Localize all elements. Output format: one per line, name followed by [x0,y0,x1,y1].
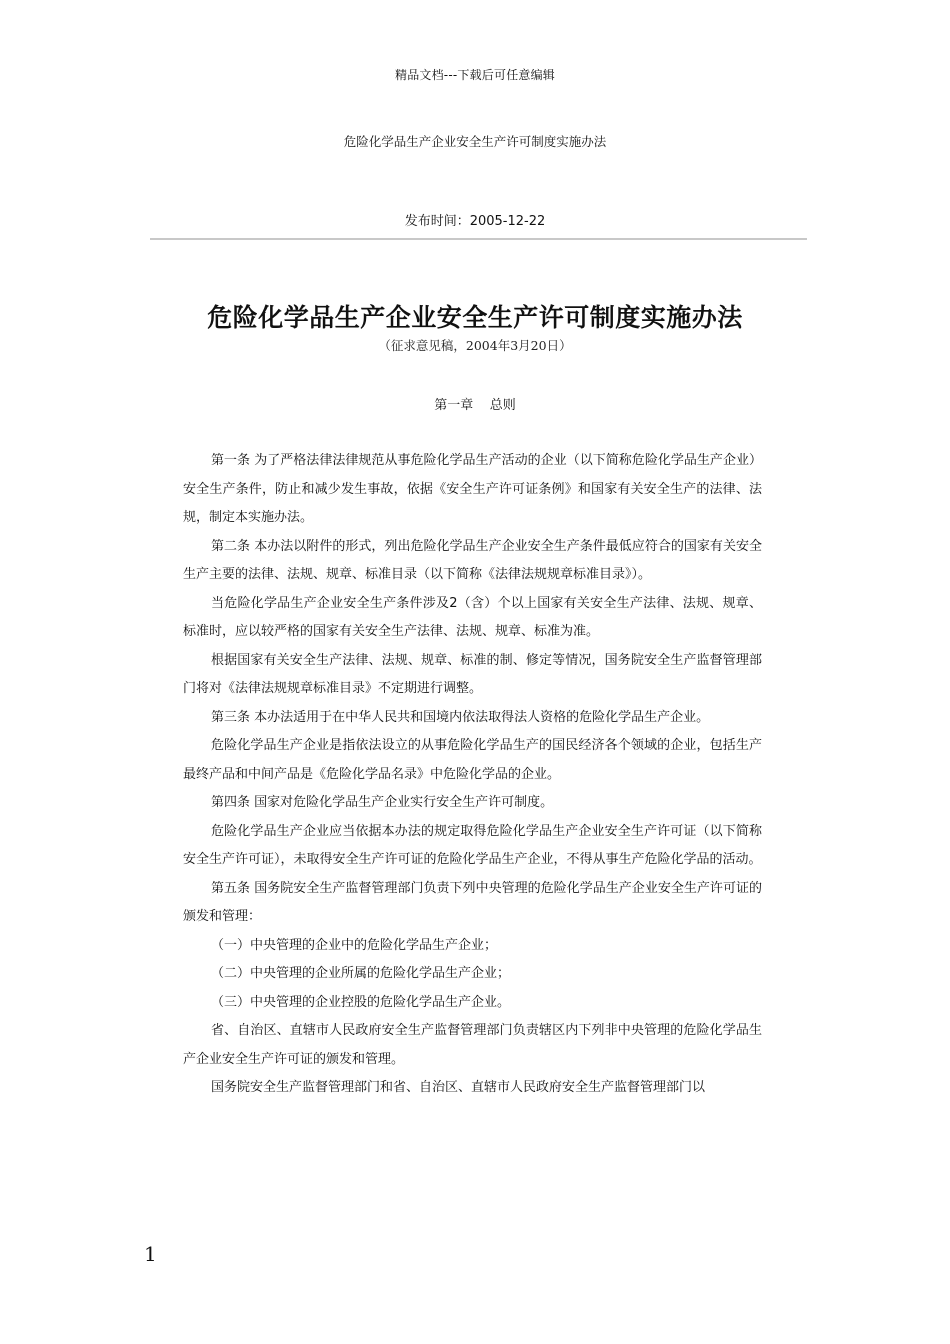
paragraph: 第五条 国务院安全生产监督管理部门负责下列中央管理的危险化学品生产企业安全生产许可证的颁发和管理： [183,880,762,924]
paragraph: 危险化学品生产企业是指依法设立的从事危险化学品生产的国民经济各个领域的企业，包括生产最终产品和中间产品是《危险化学品名录》中危险化学品的企业。 [183,738,762,782]
paragraph: 危险化学品生产企业应当依据本办法的规定取得危险化学品生产企业安全生产许可证（以下简称安全生产许可证），未取得安全生产许可证的危险化学品生产企业，不得从事生产危险化学品的活动。 [183,823,762,867]
watermark-header: 精品文档---下载后可任意编辑 [395,68,555,82]
paragraph: 国务院安全生产监督管理部门和省、自治区、直辖市人民政府安全生产监督管理部门以 [211,1080,706,1095]
paragraph: 省、自治区、直辖市人民政府安全生产监督管理部门负责辖区内下列非中央管理的危险化学品生产企业安全生产许可证的颁发和管理。 [183,1023,762,1067]
paragraph: 当危险化学品生产企业安全生产条件涉及2（含）个以上国家有关安全生产法律、法规、规章、标准时，应以较严格的国家有关安全生产法律、法规、规章、标准为准。 [183,595,762,639]
publish-date: 发布时间：2005-12-22 [404,214,546,229]
chapter-heading: 第一章 总则 [434,398,516,413]
list-item: （一）中央管理的企业中的危险化学品生产企业； [211,937,498,953]
paragraph: 第二条 本办法以附件的形式，列出危险化学品生产企业安全生产条件最低应符合的国家有关安全生产主要的法律、法规、规章、标准目录（以下简称《法律法规规章标准目录》）。 [183,538,762,582]
paragraph: 第三条 本办法适用于在中华人民共和国境内依法取得法人资格的危险化学品生产企业。 [211,709,710,725]
paragraph: 第一条 为了严格法律法律规范从事危险化学品生产活动的企业（以下简称危险化学品生产企业）安全生产条件，防止和减少发生事故，依据《安全生产许可证条例》和国家有关安全生产的法律、法规，制定本实施办法。 [183,453,762,525]
paragraph: 第四条 国家对危险化学品生产企业实行安全生产许可制度。 [211,795,554,810]
paragraph: 根据国家有关安全生产法律、法规、规章、标准的制、修定等情况，国务院安全生产监督管理部门将对《法律法规规章标准目录》不定期进行调整。 [183,652,762,696]
list-item: （二）中央管理的企业所属的危险化学品生产企业； [211,966,511,981]
header-divider [150,238,807,240]
list-item: （三）中央管理的企业控股的危险化学品生产企业。 [211,994,511,1010]
document-body [183,447,762,1103]
document-subtitle: 危险化学品生产企业安全生产许可制度实施办法 [343,134,607,149]
page-title: 危险化学品生产企业安全生产许可制度实施办法 [207,303,743,332]
draft-note: （征求意见稿，2004年3月20日） [378,338,572,353]
page-number: 1 [144,1242,157,1266]
